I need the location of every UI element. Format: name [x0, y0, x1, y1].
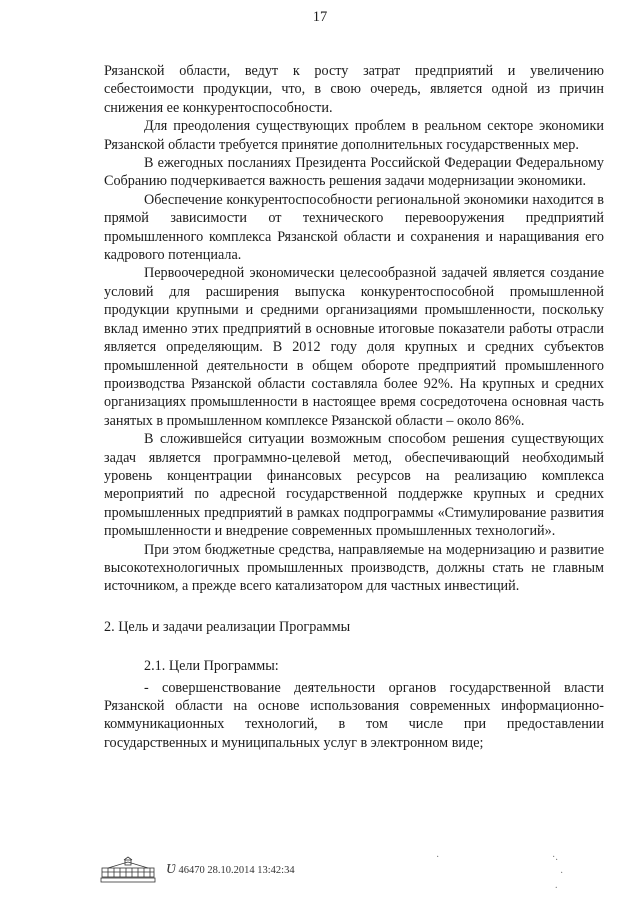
- paragraph: Обеспечение конкурентоспособности региональной экономики находится в прямой зависимости от технического перевооружения предприятий промышленного комплекса Рязанской области и сохранения и наращивания его кадрового потенциала.: [104, 191, 604, 264]
- doc-mark: Ʋ: [166, 862, 176, 877]
- scan-speck: ·: [560, 868, 564, 879]
- paragraph: В ежегодных посланиях Президента Российской Федерации Федеральному Собранию подчеркивается важность решения задачи модернизации экономики.: [104, 155, 604, 190]
- building-stamp-icon: [100, 856, 156, 884]
- paragraph: Рязанской области, ведут к росту затрат предприятий и увеличению себестоимости продукции, что, в свою очередь, является одной из причин снижения ее конкурентоспособности.: [104, 63, 604, 116]
- document-stamp: 46470 28.10.2014 13:42:34: [178, 864, 295, 876]
- paragraph: При этом бюджетные средства, направляемые на модернизацию и развитие высокотехнологичных промышленных производств, должны стать не главным источником, а прежде всего катализатором для частных инвестиций.: [104, 541, 604, 595]
- document-body: [104, 62, 604, 752]
- scan-speck: ·.: [552, 852, 558, 863]
- subheading: 2.1. Цели Программы:: [144, 658, 279, 675]
- scan-speck: ·: [436, 852, 440, 863]
- scan-speck: .: [555, 880, 558, 891]
- footer: [100, 856, 295, 884]
- paragraph: Первоочередной экономически целесообразной задачей является создание условий для расширения выпуска конкурентоспособной промышленной продукции крупными и средними организациями промышленности, поскольку вклад именно этих предприятий в основные итоговые показатели работы отрасли является определяющим. В 2012 году доля крупных и средних субъектов промышленной деятельности в общем обороте предприятий промышленного производства Рязанской области составляла более 92%. На крупных и средних организациях промышленности в настоящее время сосредоточена основная часть занятых в промышленном комплексе Рязанской области – около 86%.: [104, 265, 604, 429]
- section-heading: 2. Цель и задачи реализации Программы: [104, 618, 351, 635]
- paragraph: В сложившейся ситуации возможным способом решения существующих задач является программно-целевой метод, обеспечивающий необходимый уровень концентрации финансовых ресурсов на реализацию комплекса мероприятий по адресной государственной поддержке крупных и средних промышленных предприятий в рамках подпрограммы «Стимулирование развития промышленности и внедрение современных промышленных технологий».: [104, 431, 604, 540]
- paragraph: Для преодоления существующих проблем в реальном секторе экономики Рязанской области требуется принятие дополнительных государственных мер.: [104, 118, 604, 153]
- page-number: 17: [312, 9, 328, 25]
- list-item: - совершенствование деятельности органов государственной власти Рязанской области на основе использования современных информационно-коммуникационных технологий, в том числе при предоставлении государственных и муниципальных услуг в электронном виде;: [104, 679, 604, 751]
